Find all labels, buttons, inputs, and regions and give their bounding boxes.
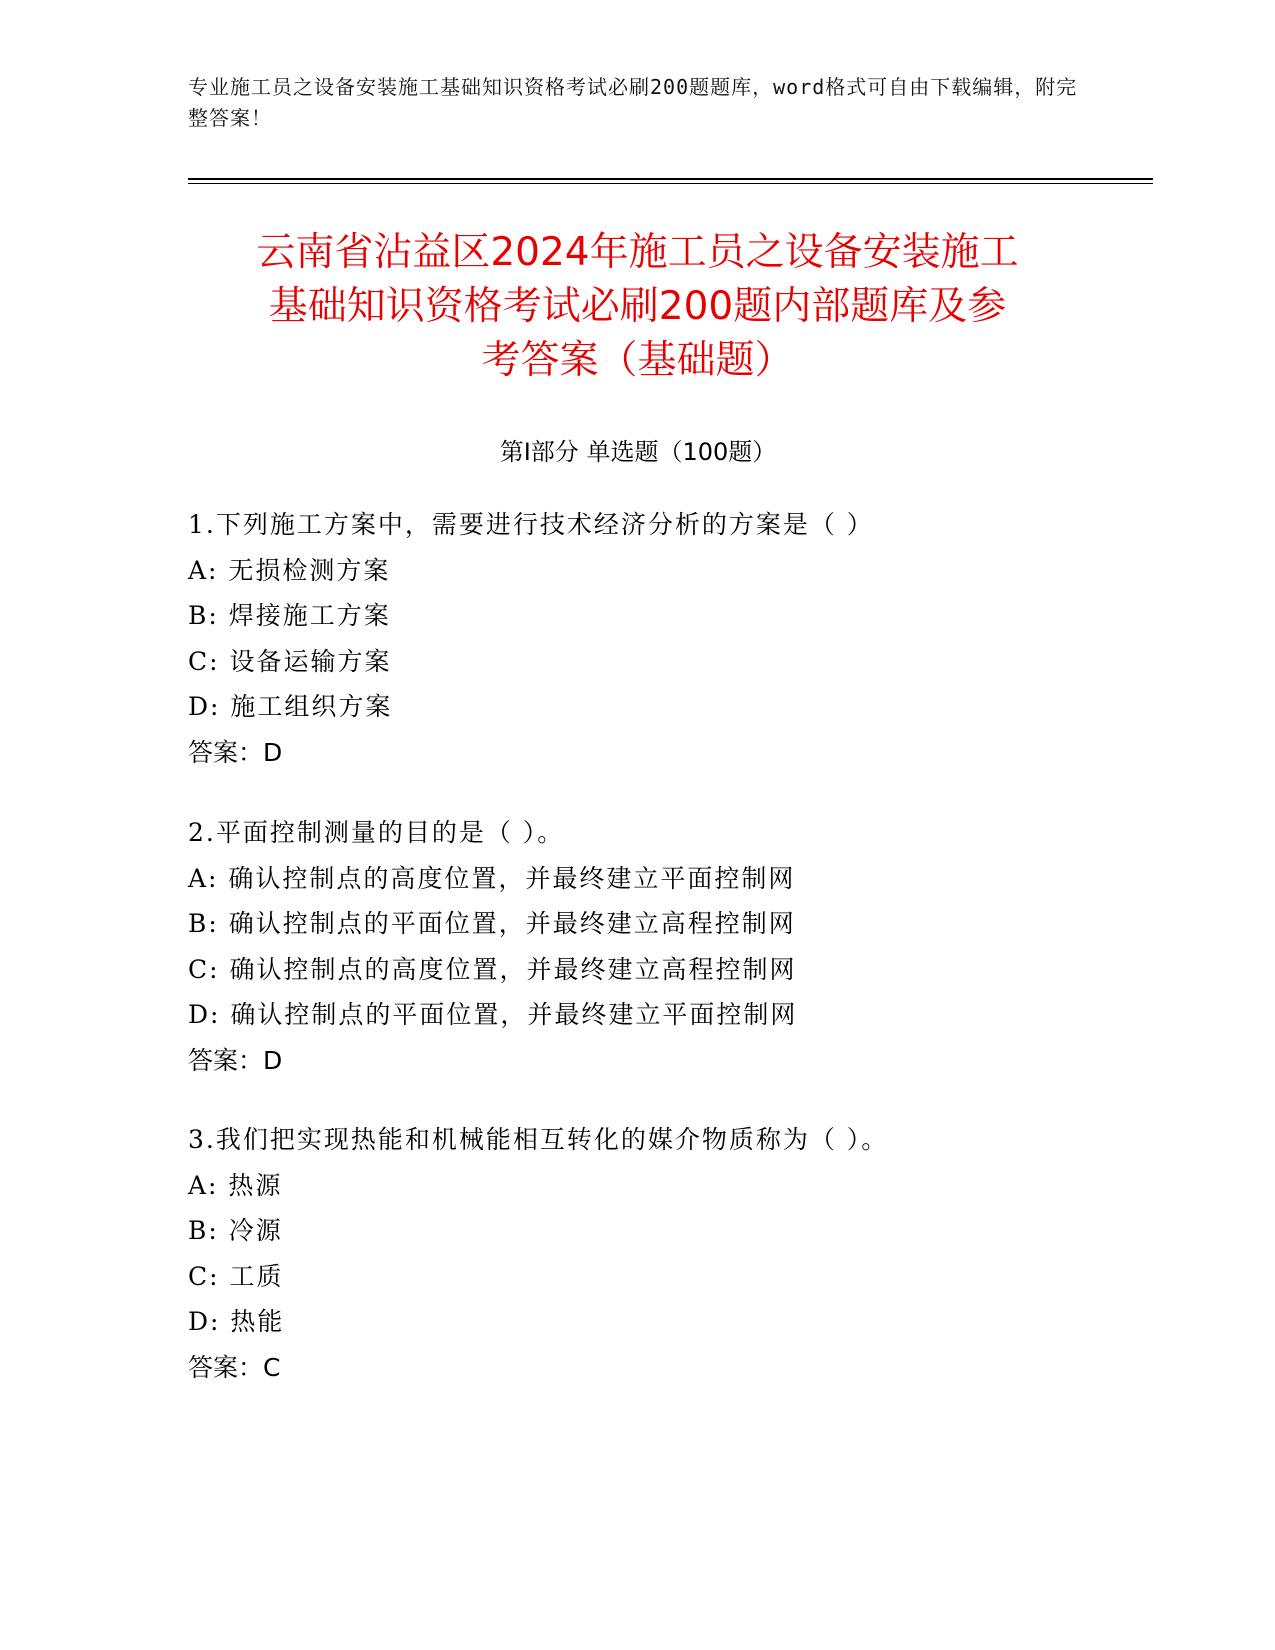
- option-d: D: 热能: [188, 1307, 285, 1336]
- option-b: B: 焊接施工方案: [188, 601, 391, 630]
- option-b: B: 确认控制点的平面位置，并最终建立高程控制网: [188, 909, 796, 938]
- question-stem: 1.下列施工方案中，需要进行技术经济分析的方案是（ ）: [188, 510, 874, 539]
- option-c: C: 工质: [188, 1261, 284, 1291]
- title-line-2: 基础知识资格考试必刷200题内部题库及参: [268, 284, 1007, 329]
- option-a: A: 热源: [188, 1170, 283, 1200]
- document-title: [160, 226, 1115, 388]
- answer: 答案：D: [188, 737, 283, 767]
- answer: 答案：D: [188, 1045, 283, 1075]
- option-d: D: 确认控制点的平面位置，并最终建立平面控制网: [188, 1000, 798, 1029]
- header-rule-thick: [188, 178, 1153, 180]
- question-3: [188, 1117, 1148, 1390]
- section-heading: 第Ⅰ部分 单选题（100题）: [499, 438, 777, 466]
- option-c: C: 设备运输方案: [188, 646, 392, 676]
- question-1: [188, 502, 1148, 775]
- option-c: C: 确认控制点的高度位置，并最终建立高程控制网: [188, 954, 797, 984]
- question-stem: 3.我们把实现热能和机械能相互转化的媒介物质称为（ ）。: [188, 1125, 889, 1154]
- option-b: B: 冷源: [188, 1216, 283, 1245]
- option-a: A: 无损检测方案: [188, 555, 391, 585]
- header-rule-thin: [188, 183, 1153, 184]
- header-note: 专业施工员之设备安装施工基础知识资格考试必刷200题题库，word格式可自由下载编辑，附完整答案！: [188, 75, 1078, 130]
- title-line-3: 考答案（基础题）: [481, 338, 794, 383]
- answer: 答案：C: [188, 1352, 281, 1382]
- option-d: D: 施工组织方案: [188, 692, 393, 721]
- question-stem: 2.平面控制测量的目的是（ ）。: [188, 818, 565, 847]
- option-a: A: 确认控制点的高度位置，并最终建立平面控制网: [188, 863, 796, 893]
- question-2: [188, 810, 1148, 1083]
- title-line-1: 云南省沾益区2024年施工员之设备安装施工: [256, 230, 1019, 275]
